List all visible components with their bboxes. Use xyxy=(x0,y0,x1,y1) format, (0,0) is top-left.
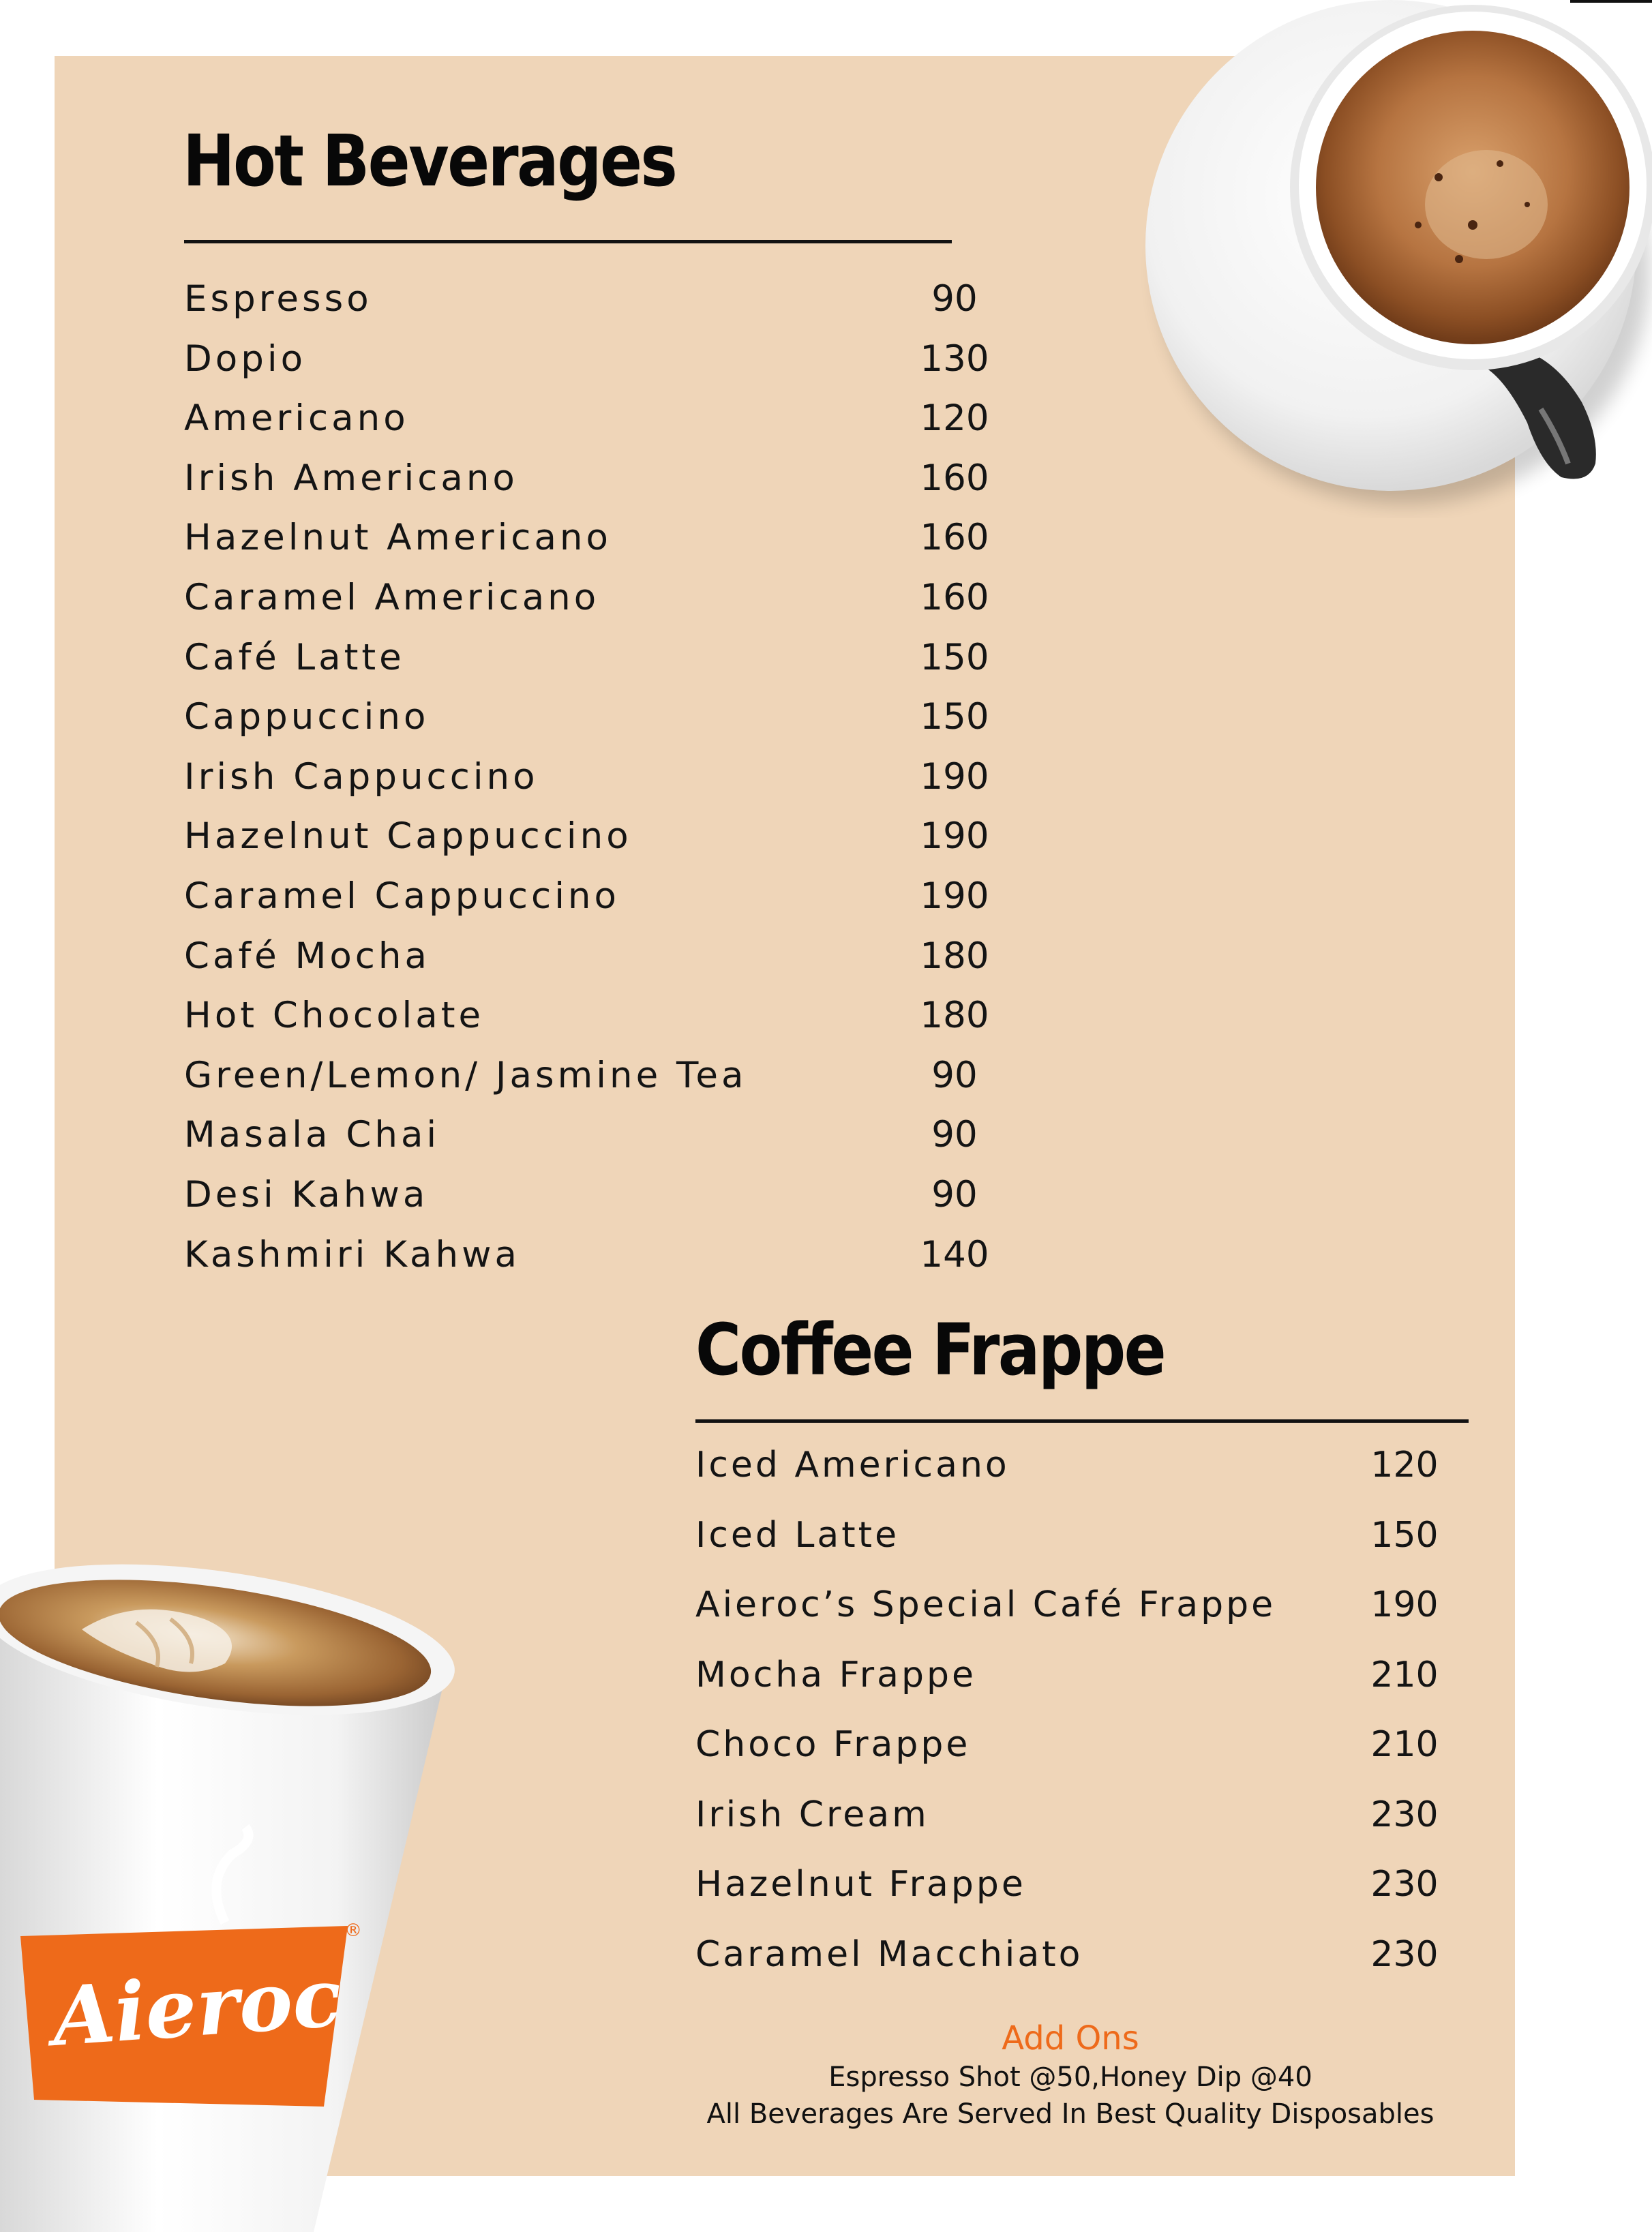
hot-beverage-item-price: 130 xyxy=(920,337,989,380)
hot-beverage-item-price: 160 xyxy=(920,457,989,499)
frappe-item-name: Mocha Frappe xyxy=(695,1654,976,1695)
coffee-frappe-title: Coffee Frappe xyxy=(695,1308,1165,1391)
hot-beverage-item-price: 150 xyxy=(920,696,989,738)
frappe-item xyxy=(695,1640,1466,1710)
hot-beverage-item-price: 90 xyxy=(931,278,978,320)
hot-beverage-item-name: Cappuccino xyxy=(184,696,430,738)
frappe-item-price: 230 xyxy=(1370,1864,1439,1905)
hot-beverage-item xyxy=(184,1046,978,1106)
hot-beverage-item-name: Caramel Americano xyxy=(184,576,600,618)
coffee-frappe-list xyxy=(695,1430,1466,1989)
hot-beverage-item-name: Kashmiri Kahwa xyxy=(184,1233,520,1276)
hot-beverage-item xyxy=(184,628,989,688)
hot-beverage-item-price: 120 xyxy=(920,397,989,440)
hot-beverage-item-name: Hot Chocolate xyxy=(184,995,485,1037)
frappe-item xyxy=(695,1850,1466,1920)
hot-beverage-item-price: 190 xyxy=(920,755,989,798)
frappe-item-price: 230 xyxy=(1370,1933,1439,1975)
aieroc-logo-text: Aieroc xyxy=(49,1949,345,2064)
frappe-item xyxy=(695,1920,1466,1990)
hot-beverage-item xyxy=(184,1105,978,1165)
hot-beverage-item-name: Irish Americano xyxy=(184,457,518,499)
hot-beverage-item xyxy=(184,269,978,329)
hot-beverage-item-name: Americano xyxy=(184,397,409,440)
addons-title: Add Ons xyxy=(1002,2019,1139,2057)
hot-beverage-item xyxy=(184,687,989,747)
hot-beverages-rule xyxy=(184,240,952,243)
hot-beverage-item xyxy=(184,389,989,449)
hot-beverage-item xyxy=(184,866,989,926)
hot-beverage-item-price: 160 xyxy=(920,576,989,618)
hot-beverage-item-price: 150 xyxy=(920,636,989,678)
frappe-item xyxy=(695,1710,1466,1780)
hot-beverage-item xyxy=(184,568,989,628)
frappe-item-price: 120 xyxy=(1370,1445,1439,1486)
hot-beverage-item-price: 90 xyxy=(931,1173,978,1216)
hot-beverage-item-name: Hazelnut Cappuccino xyxy=(184,815,632,858)
frappe-item-name: Caramel Macchiato xyxy=(695,1933,1083,1975)
hot-beverage-item-price: 160 xyxy=(920,517,989,559)
frappe-item-name: Iced Latte xyxy=(695,1514,900,1556)
espresso-cup-image xyxy=(1118,0,1652,518)
hot-beverage-item-price: 90 xyxy=(931,1054,978,1096)
hot-beverage-item-name: Café Latte xyxy=(184,636,405,678)
hot-beverage-item-name: Irish Cappuccino xyxy=(184,755,539,798)
coffee-frappe-rule xyxy=(695,1419,1469,1423)
hot-beverage-item xyxy=(184,329,989,389)
hot-beverage-item-name: Espresso xyxy=(184,278,372,320)
addons-line: Espresso Shot @50,Honey Dip @40 xyxy=(828,2062,1312,2093)
frappe-item-price: 150 xyxy=(1370,1514,1439,1556)
frappe-item xyxy=(695,1570,1466,1640)
frappe-item xyxy=(695,1500,1466,1571)
hot-beverage-item-name: Desi Kahwa xyxy=(184,1173,429,1216)
hot-beverage-item xyxy=(184,926,989,986)
frappe-item-price: 210 xyxy=(1370,1654,1439,1695)
hot-beverage-item xyxy=(184,1225,989,1285)
frappe-item xyxy=(695,1430,1466,1500)
frappe-item-name: Hazelnut Frappe xyxy=(695,1864,1026,1905)
hot-beverage-item-name: Café Mocha xyxy=(184,935,430,977)
hot-beverage-item-price: 190 xyxy=(920,875,989,917)
frappe-item-name: Iced Americano xyxy=(695,1445,1010,1486)
hot-beverage-item xyxy=(184,806,989,866)
trademark-mark: ® xyxy=(344,1920,362,1941)
hot-beverage-item xyxy=(184,508,989,568)
hot-beverage-item-price: 190 xyxy=(920,815,989,858)
hot-beverage-item xyxy=(184,1165,978,1225)
hot-beverage-item-price: 180 xyxy=(920,995,989,1037)
frappe-item-name: Aieroc’s Special Café Frappe xyxy=(695,1584,1276,1625)
hot-beverage-item-price: 90 xyxy=(931,1114,978,1156)
frappe-item-name: Choco Frappe xyxy=(695,1724,971,1765)
hot-beverages-list xyxy=(184,269,989,1284)
hot-beverage-item-name: Masala Chai xyxy=(184,1114,440,1156)
hot-beverages-title: Hot Beverages xyxy=(183,119,676,202)
latte-paper-cup-image xyxy=(0,1554,477,2232)
hot-beverage-item-name: Dopio xyxy=(184,337,307,380)
frappe-item xyxy=(695,1780,1466,1850)
hot-beverage-item xyxy=(184,747,989,807)
frappe-item-price: 230 xyxy=(1370,1794,1439,1835)
hot-beverage-item-name: Hazelnut Americano xyxy=(184,517,612,559)
frappe-item-price: 190 xyxy=(1370,1584,1439,1625)
frappe-item-name: Irish Cream xyxy=(695,1794,929,1835)
hot-beverage-item-price: 180 xyxy=(920,935,989,977)
hot-beverage-item-name: Green/Lemon/ Jasmine Tea xyxy=(184,1054,747,1096)
hot-beverage-item xyxy=(184,986,989,1046)
hot-beverage-item xyxy=(184,449,989,509)
hot-beverage-item-name: Caramel Cappuccino xyxy=(184,875,620,917)
frappe-item-price: 210 xyxy=(1370,1724,1439,1765)
disposables-note: All Beverages Are Served In Best Quality Disposables xyxy=(706,2098,1435,2130)
hot-beverage-item-price: 140 xyxy=(920,1233,989,1276)
